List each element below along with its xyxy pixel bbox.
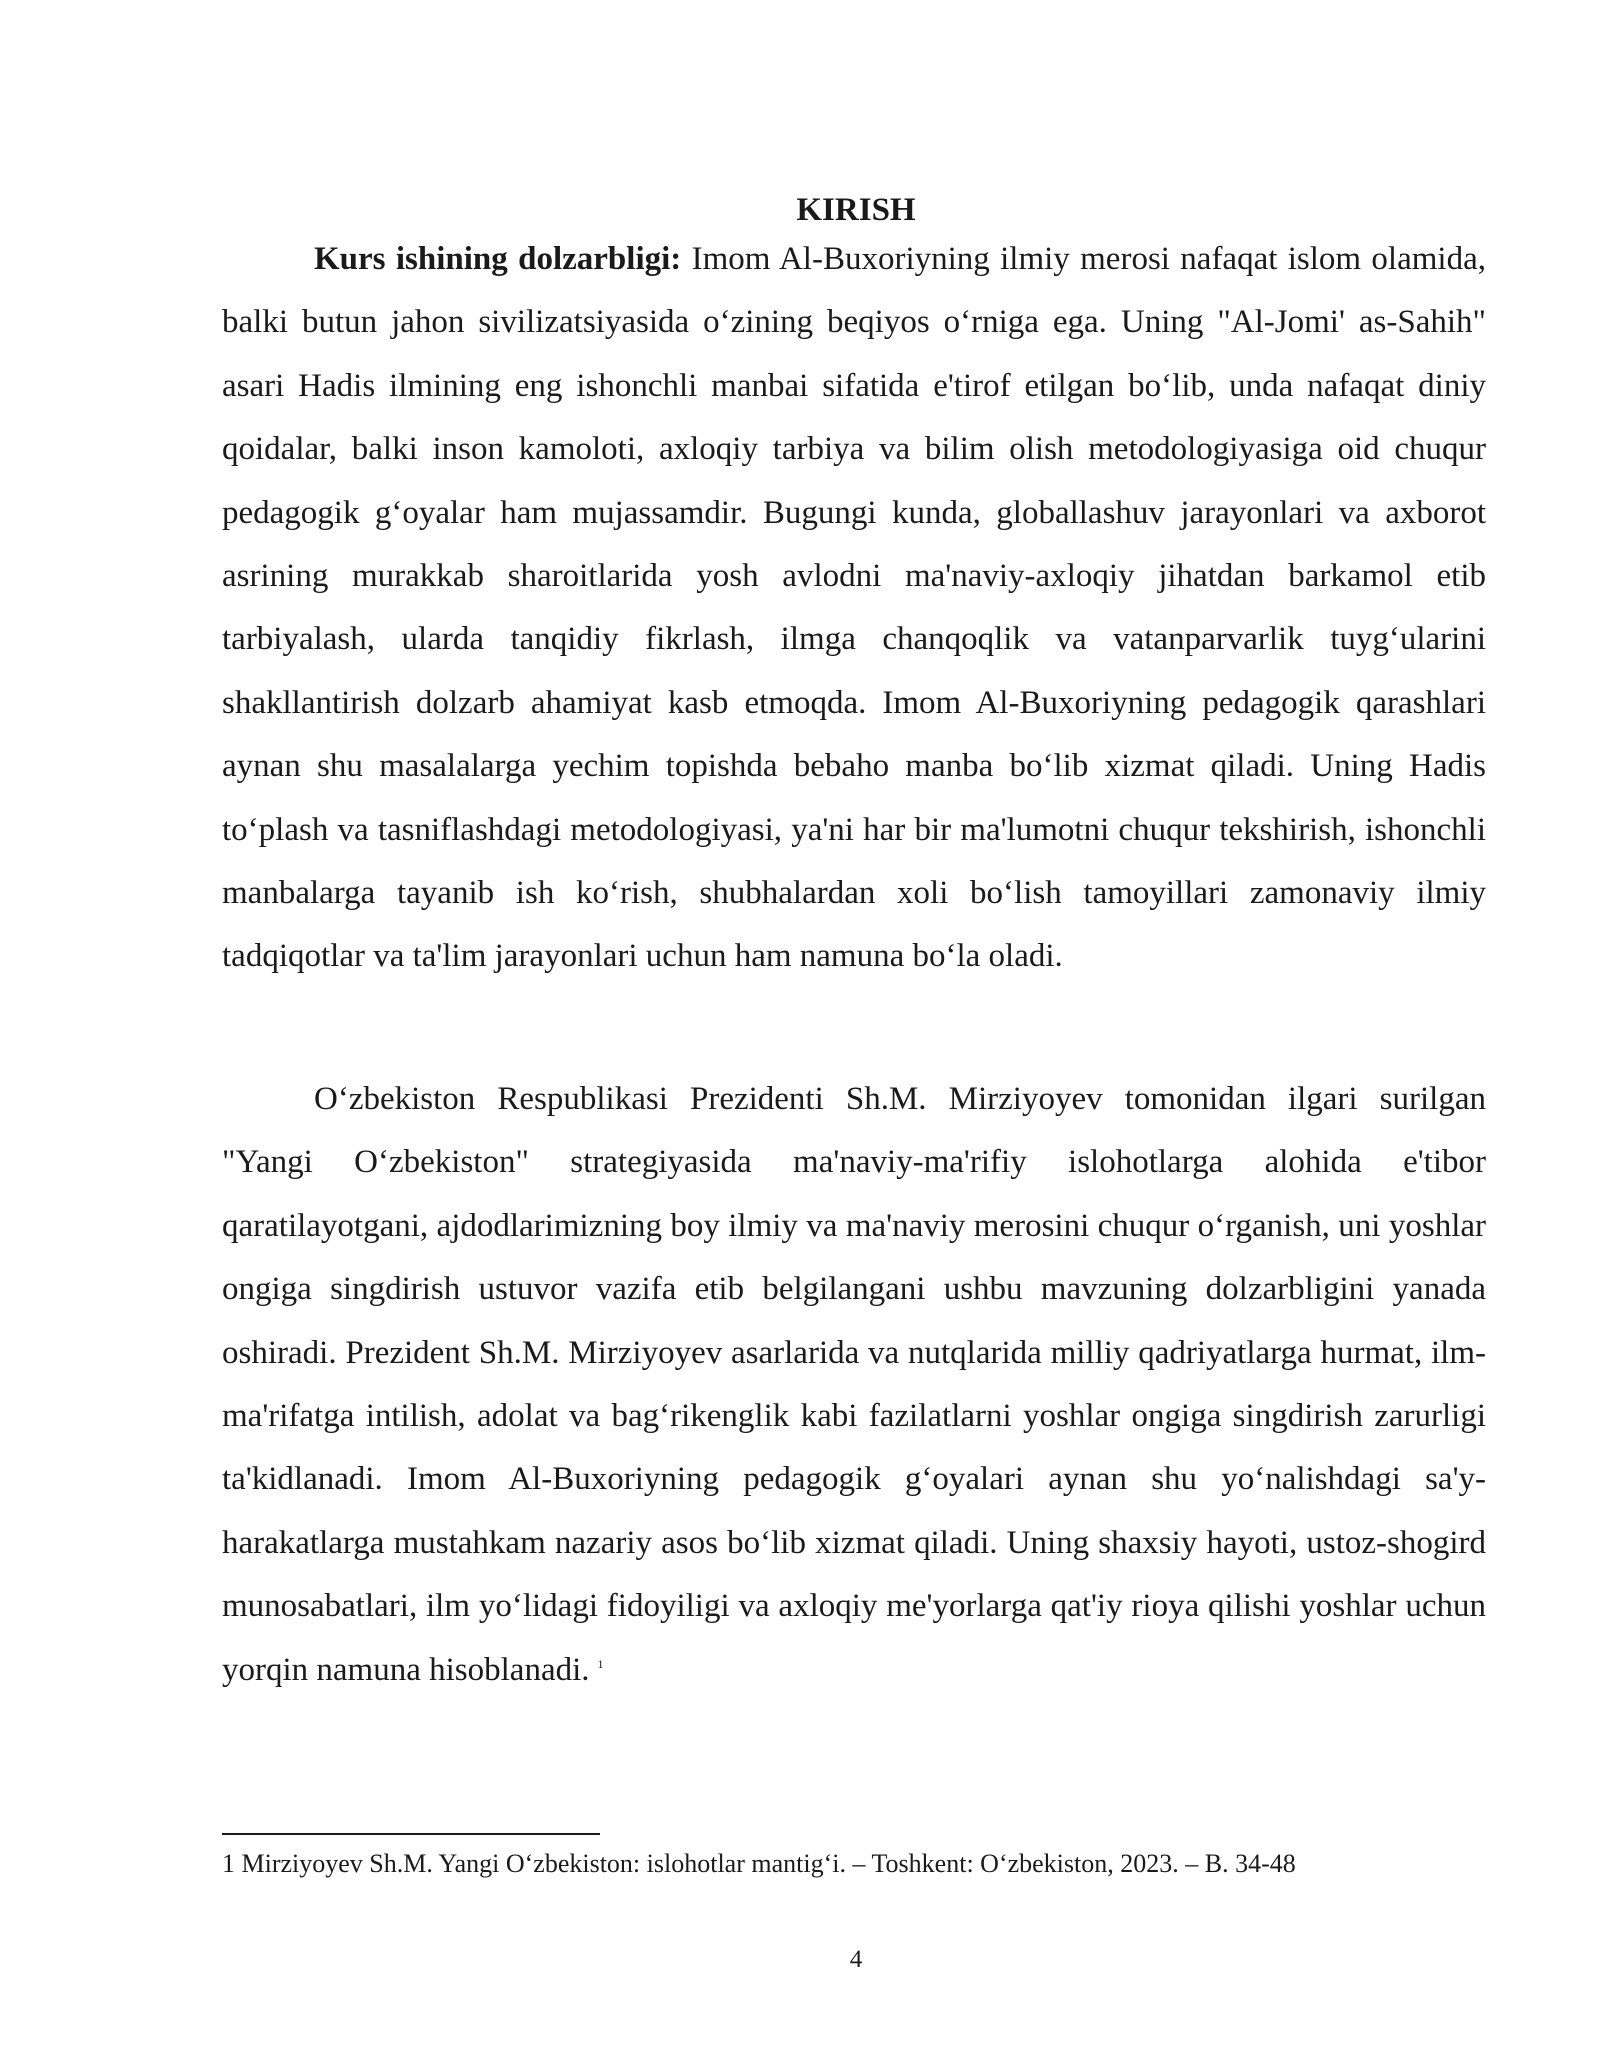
page-number: 4 [849, 1946, 863, 1973]
footnote-text: Mirziyoyev Sh.M. Yangi O‘zbekiston: islohotlar mantig‘i. – Toshkent: O‘zbekiston, 2023. – B. 34-48 [241, 1849, 1296, 1878]
paragraph-relevance [222, 228, 1486, 989]
footnote [222, 1847, 1522, 1881]
footnote-number: 1 [222, 1849, 235, 1878]
paragraph-lead-heading: Kurs ishining dolzarbligi: [314, 241, 682, 277]
footnote-separator [222, 1833, 600, 1835]
paragraph-strategy [222, 1068, 1486, 1702]
paragraph-text: Imom Al-Buxoriyning ilmiy merosi nafaqat islom olamida, balki butun jahon sivilizatsiyasida o‘zining beqiyos o‘rniga ega. Uning "Al-Jomi' as-Sahih" asari Hadis ilmining eng ishonchli manbai sifatida e'tirof etilgan bo‘lib, unda nafaqat diniy qoidalar, balki inson kamoloti, axloqiy tarbiya va bilim olish metodologiyasiga oid chuqur pedagogik g‘oyalar ham mujassamdir. Bugungi kunda, globallashuv jarayonlari va axborot asrining murakkab sharoitlarida yosh avlodni ma'naviy-axloqiy jihatdan barkamol etib tarbiyalash, ularda tanqidiy fikrlash, ilmga chanqoqlik va vatanparvarlik tuyg‘ularini shakllantirish dolzarb ahamiyat kasb etmoqda. Imom Al-Buxoriyning pedagogik qarashlari aynan shu masalalarga yechim topishda bebaho manba bo‘lib xizmat qiladi. Uning Hadis to‘plash va tasniflashdagi metodologiyasi, ya'ni har bir ma'lumotni chuqur tekshirish, ishonchli manbalarga tayanib ish ko‘rish, shubhalardan xoli bo‘lish tamoyillari zamonaviy ilmiy tadqiqotlar va ta'lim jarayonlari uchun ham namuna bo‘la oladi. [222, 241, 1486, 975]
footnote-reference: 1 [597, 1656, 604, 1671]
section-title: KIRISH [796, 192, 916, 228]
paragraph-text: O‘zbekiston Respublikasi Prezidenti Sh.M. Mirziyoyev tomonidan ilgari surilgan "Yangi O‘zbekiston" strategiyasida ma'naviy-ma'rifiy islohotlarga alohida e'tibor qaratilayotgani, ajdodlarimizning boy ilmiy va ma'naviy merosini chuqur o‘rganish, uni yoshlar ongiga singdirish ustuvor vazifa etib belgilangani ushbu mavzuning dolzarbligini yanada oshiradi. Prezident Sh.M. Mirziyoyev asarlarida va nutqlarida milliy qadriyatlarga hurmat, ilm-ma'rifatga intilish, adolat va bag‘rikenglik kabi fazilatlarni yoshlar ongiga singdirish zarurligi ta'kidlanadi. Imom Al-Buxoriyning pedagogik g‘oyalari aynan shu yo‘nalishdagi sa'y-harakatlarga mustahkam nazariy asos bo‘lib xizmat qiladi. Uning shaxsiy hayoti, ustoz-shogird munosabatlari, ilm yo‘lidagi fidoyiligi va axloqiy me'yorlarga qat'iy rioya qilishi yoshlar uchun yorqin namuna hisoblanadi. [222, 1081, 1486, 1688]
